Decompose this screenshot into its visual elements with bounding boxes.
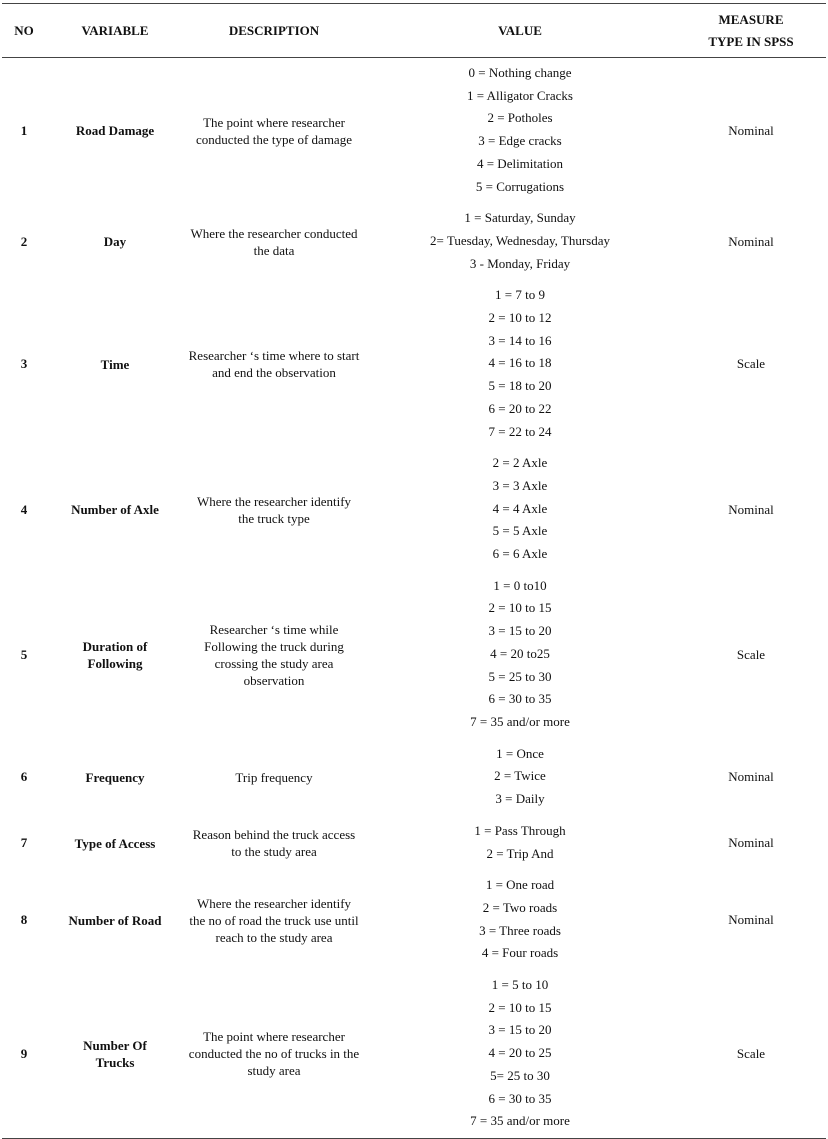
value-code: 2 = 10 to 12 [488,310,552,326]
value-cell [364,739,676,816]
table-row [2,280,826,448]
table-body [2,58,826,1139]
variable-name: Duration of Following [82,638,148,671]
table-row [2,571,826,739]
row-number: 9 [20,1045,28,1061]
table-row [2,448,826,571]
description-text: Reason behind the truck access to the study area [192,827,356,859]
value-cell [364,571,676,739]
value-code: 3 - Monday, Friday [469,255,571,271]
row-number: 1 [20,122,28,138]
measure-type: Nominal [728,501,774,517]
value-code: 5 = 5 Axle [492,523,548,539]
value-code: 3 = Three roads [479,922,561,938]
value-code: 1 = One road [485,877,555,893]
value-code: 1 = Pass Through [474,822,566,838]
value-code: 3 = 3 Axle [492,477,548,493]
value-code: 1 = Alligator Cracks [467,87,573,103]
value-code: 4 = Delimitation [476,155,564,171]
header-measure-line2: TYPE IN SPSS [708,33,794,49]
measure-type: Scale [736,356,766,372]
description-cell [184,739,364,816]
measure-type: Nominal [728,835,774,850]
value-cell [364,870,676,970]
value-code: 6 = 30 to 35 [488,1090,552,1106]
description-cell [184,571,364,739]
value-cell [364,816,676,870]
row-number: 7 [20,835,28,850]
row-number: 5 [20,646,28,662]
value-code: 2 = Two roads [482,899,558,915]
value-code: 1 = Once [496,745,544,761]
value-code: 4 = 16 to 18 [488,355,552,371]
variable-cell [46,571,184,739]
header-no: NO [2,4,46,58]
value-code: 6 = 6 Axle [492,546,548,562]
variable-name: Number of Axle [71,502,159,517]
variable-name: Time [100,356,130,372]
value-code: 7 = 35 and/or more [470,713,570,729]
value-code: 3 = 14 to 16 [488,332,552,348]
measure-type: Nominal [728,122,774,138]
description-cell [184,970,364,1138]
value-code: 4 = Four roads [481,945,559,961]
value-code: 1 = Saturday, Sunday [464,210,576,226]
value-code: 2 = Twice [494,768,546,784]
value-cell [364,970,676,1138]
description-text: The point where researcher conducted the type of damage [196,114,352,147]
table-row [2,58,826,204]
description-cell [184,58,364,204]
value-code: 5 = Corrugations [475,178,565,194]
measure-type: Scale [736,1045,766,1061]
header-measure [676,4,826,58]
variable-cell [46,739,184,816]
description-text: Where the researcher identify the no of road the truck use until reach to the study area [189,895,359,945]
row-number: 2 [20,233,28,249]
value-code: 5 = 18 to 20 [488,378,552,394]
description-cell [184,816,364,870]
header-description: DESCRIPTION [184,4,364,58]
value-code: 2= Tuesday, Wednesday, Thursday [430,232,610,248]
value-code: 3 = Daily [495,791,545,807]
value-code: 7 = 35 and/or more [470,1113,570,1129]
value-code: 2 = 2 Axle [492,455,548,471]
variable-cell [46,58,184,204]
value-code: 4 = 20 to 25 [488,1045,552,1061]
variable-cell [46,816,184,870]
description-cell [184,280,364,448]
table-row [2,970,826,1138]
table-row [2,739,826,816]
value-code: 5= 25 to 30 [490,1067,550,1083]
value-code: 4 = 4 Axle [492,500,548,516]
value-code: 2 = 10 to 15 [488,999,552,1015]
value-code: 6 = 30 to 35 [488,691,552,707]
measure-type: Scale [736,646,766,662]
table-row [2,203,826,280]
variable-name: Frequency [85,769,145,785]
variables-table [2,3,826,1139]
value-code: 6 = 20 to 22 [488,400,552,416]
value-cell [364,448,676,571]
value-cell [364,280,676,448]
header-measure-line1: MEASURE [718,11,784,27]
header-value: VALUE [364,4,676,58]
value-cell [364,203,676,280]
row-number: 3 [20,356,28,372]
description-cell [184,448,364,571]
value-code: 7 = 22 to 24 [488,423,552,439]
measure-type: Nominal [728,769,774,785]
value-cell [364,58,676,204]
value-code: 1 = 5 to 10 [491,977,549,993]
measure-type: Nominal [728,912,774,928]
description-text: Researcher ‘s time while Following the truck during crossing the study area observation [204,621,344,688]
variable-cell [46,203,184,280]
value-code: 2 = Potholes [487,110,553,126]
description-text: Where the researcher conducted the data [190,225,358,258]
variable-cell [46,970,184,1138]
value-code: 3 = 15 to 20 [488,623,552,639]
value-code: 5 = 25 to 30 [488,668,552,684]
variable-name: Day [103,234,127,250]
measure-type: Nominal [728,233,774,249]
description-text: Researcher ‘s time where to start and end the observation [188,348,360,381]
value-code: 2 = 10 to 15 [488,600,552,616]
variable-name: Number of Road [68,912,162,928]
variable-name: Number Of Trucks [83,1037,147,1070]
value-code: 4 = 20 to25 [490,645,550,661]
variable-cell [46,870,184,970]
value-code: 1 = 0 to10 [493,577,547,593]
description-text: Where the researcher identify the truck type [196,493,352,526]
header-row [2,4,826,58]
variable-name: Road Damage [75,123,155,139]
header-variable: VARIABLE [46,4,184,58]
description-text: The point where researcher conducted the no of trucks in the study area [188,1029,360,1079]
value-code: 2 = Trip And [486,845,554,861]
variable-cell [46,448,184,571]
variable-cell [46,280,184,448]
row-number: 8 [20,912,28,928]
value-code: 3 = Edge cracks [478,133,562,149]
table-row [2,870,826,970]
row-number: 4 [20,501,28,517]
row-number: 6 [20,769,28,785]
value-code: 1 = 7 to 9 [495,287,545,303]
table-row [2,816,826,870]
variable-name: Type of Access [74,835,156,851]
description-text: Trip frequency [235,769,313,785]
value-code: 3 = 15 to 20 [488,1022,552,1038]
description-cell [184,203,364,280]
value-code: 0 = Nothing change [468,65,572,80]
description-cell [184,870,364,970]
